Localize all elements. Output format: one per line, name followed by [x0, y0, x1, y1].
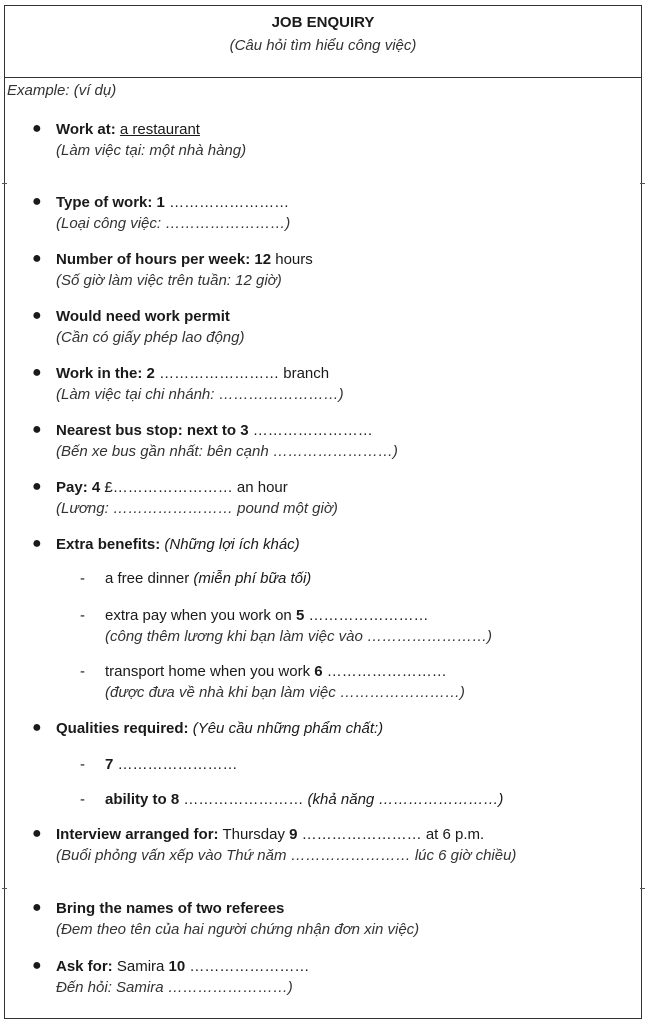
extra-pay-number: 5	[295, 607, 305, 624]
ask-for-number: 10	[168, 958, 186, 975]
type-of-work-label: Type of work: 1	[56, 194, 165, 211]
page-subtitle: (Câu hỏi tìm hiểu công việc)	[229, 37, 417, 54]
example-label: Example: (ví dụ)	[7, 82, 117, 99]
pay-label: Pay: 4	[56, 479, 101, 496]
referees-label: Bring the names of two referees	[56, 900, 285, 917]
work-at-value: a restaurant	[119, 121, 200, 138]
answer-blank-5: ……………………	[304, 607, 429, 624]
permit-translation: (Cần có giấy phép lao động)	[56, 329, 245, 346]
ask-for-label: Ask for:	[56, 958, 113, 975]
bullet-icon: ●	[32, 421, 42, 438]
page-break-mark	[2, 888, 7, 889]
type-of-work-translation: (Loại công việc: ……………………)	[56, 215, 291, 232]
extra-pay-text: extra pay when you work on	[105, 607, 296, 624]
work-at-translation: (Làm việc tại: một nhà hàng)	[56, 142, 247, 159]
answer-blank-9: …………………… at 6 p.m.	[297, 826, 485, 843]
page-title: JOB ENQUIRY	[271, 14, 375, 31]
interview-translation: (Buổi phỏng vấn xếp vào Thứ năm …………………… lúc 6 giờ chiều)	[56, 847, 517, 864]
dash-icon: -	[80, 756, 85, 773]
bullet-icon: ●	[32, 957, 42, 974]
answer-blank-6: ……………………	[322, 663, 447, 680]
dash-icon: -	[80, 663, 85, 680]
answer-blank-1: ……………………	[164, 194, 290, 211]
ask-for-translation: Đến hỏi: Samira ……………………)	[56, 979, 293, 996]
qualities-label: Qualities required:	[56, 720, 189, 737]
bullet-icon: ●	[32, 307, 42, 324]
bus-stop-label: Nearest bus stop: next to 3	[56, 422, 249, 439]
dash-icon: -	[80, 570, 85, 587]
transport-translation: (được đưa về nhà khi bạn làm việc ……………………)	[105, 684, 465, 701]
pay-translation: (Lương: …………………… pound một giờ)	[56, 500, 338, 517]
bullet-icon: ●	[32, 193, 42, 210]
answer-blank-2: …………………… branch	[154, 365, 330, 382]
interview-day: Thursday	[218, 826, 290, 843]
interview-number: 9	[289, 826, 298, 843]
quality-7-number: 7	[105, 756, 114, 773]
bullet-icon: ●	[32, 250, 42, 267]
branch-translation: (Làm việc tại chi nhánh: ……………………)	[56, 386, 344, 403]
bus-stop-translation: (Bến xe bus gần nhất: bên cạnh ……………………)	[56, 443, 398, 460]
answer-blank-8: ……………………	[179, 791, 308, 808]
answer-blank-3: ……………………	[248, 422, 373, 439]
referees-translation: (Đem theo tên của hai người chứng nhận đơn xin việc)	[56, 921, 420, 938]
dash-icon: -	[80, 607, 85, 624]
benefits-label: Extra benefits:	[56, 536, 161, 553]
work-at-label: Work at:	[56, 121, 116, 138]
quality-8-label: ability to 8	[105, 791, 180, 808]
dash-icon: -	[80, 791, 85, 808]
dinner-text: a free dinner	[105, 570, 190, 587]
bullet-icon: ●	[32, 120, 42, 137]
form-header	[5, 6, 641, 78]
interview-label: Interview arranged for:	[56, 826, 219, 843]
bullet-icon: ●	[32, 535, 42, 552]
permit-label: Would need work permit	[56, 308, 230, 325]
answer-blank-7: ……………………	[113, 756, 238, 773]
answer-blank-4: £…………………… an hour	[100, 479, 288, 496]
quality-8-translation: (khả năng ……………………)	[307, 791, 504, 808]
page-break-mark	[2, 183, 7, 184]
bullet-icon: ●	[32, 478, 42, 495]
hours-translation: (Số giờ làm việc trên tuần: 12 giờ)	[56, 272, 282, 289]
dinner-translation: (miễn phí bữa tối)	[189, 570, 312, 587]
hours-label: Number of hours per week: 12	[56, 251, 272, 268]
page-break-mark	[640, 183, 645, 184]
transport-number: 6	[314, 663, 323, 680]
answer-blank-10: ……………………	[185, 958, 310, 975]
extra-pay-translation: (công thêm lương khi bạn làm việc vào ……………………)	[105, 628, 493, 645]
branch-label: Work in the: 2	[56, 365, 155, 382]
transport-text: transport home when you work	[105, 663, 315, 680]
bullet-icon: ●	[32, 364, 42, 381]
ask-for-name: Samira	[112, 958, 169, 975]
qualities-translation: (Yêu cầu những phẩm chất:)	[188, 720, 384, 737]
hours-unit: hours	[271, 251, 313, 268]
benefits-translation: (Những lợi ích khác)	[160, 536, 300, 553]
page-break-mark	[640, 888, 645, 889]
bullet-icon: ●	[32, 719, 42, 736]
bullet-icon: ●	[32, 825, 42, 842]
bullet-icon: ●	[32, 899, 42, 916]
